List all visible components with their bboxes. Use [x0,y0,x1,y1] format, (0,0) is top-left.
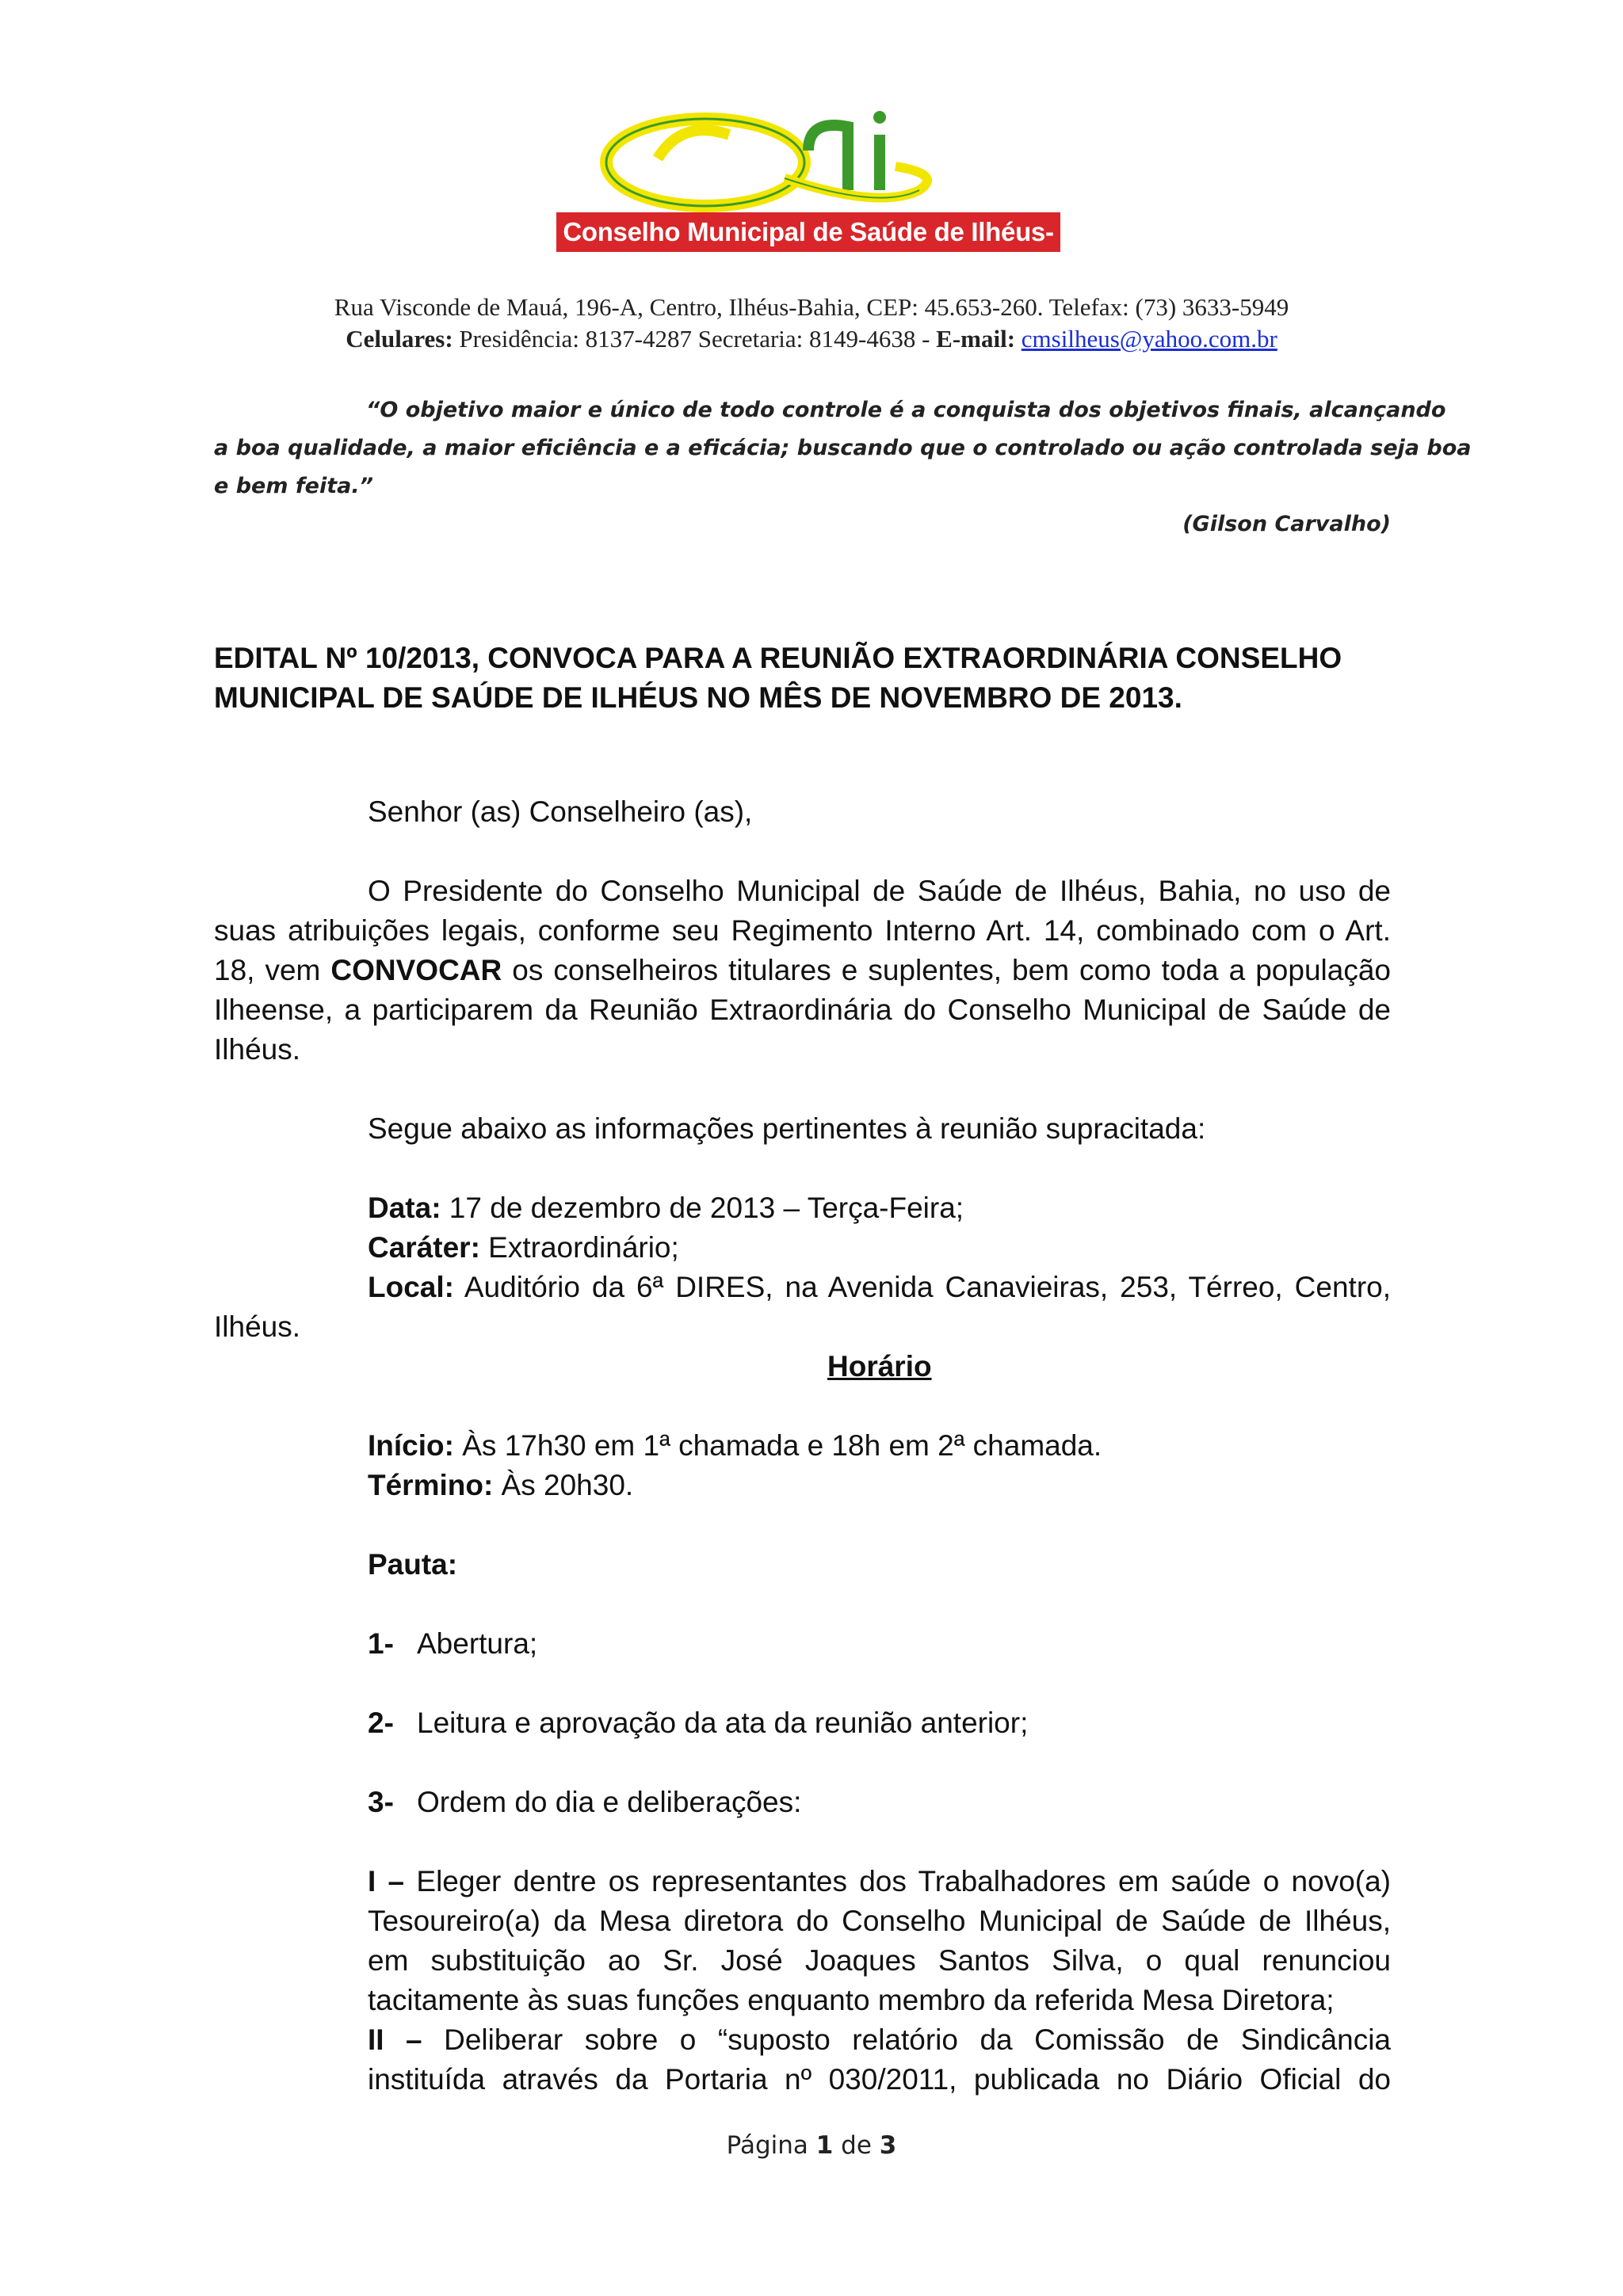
agenda-heading: Pauta: [368,1548,458,1581]
end-value: Às 20h30. [493,1469,634,1501]
meeting-place-cont: Ilhéus. [214,1310,301,1343]
quote-line-3: e bem feita.” [214,474,373,498]
schedule-heading: Horário [827,1350,932,1383]
agenda-item [368,1703,394,1743]
intro-text: os conselheiros titulares e suplentes, bem como toda a população [502,954,1391,986]
council-logo [547,103,1070,286]
subitem-ii-text: Deliberar sobre o “suposto relatório da Comissão de Sindicância [422,2023,1391,2056]
place-value: Auditório da 6ª DIRES, na Avenida Canavieiras, 253, Térreo, Centro, [453,1271,1391,1303]
edital-title-line-2: MUNICIPAL DE SAÚDE DE ILHÉUS NO MÊS DE NOVEMBRO DE 2013. [214,681,1182,714]
page-number-footer [0,2131,1623,2160]
address-line: Rua Visconde de Mauá, 196-A, Centro, Ilhéus-Bahia, CEP: 45.653-260. Telefax: (73) 3633-5949 [334,293,1289,321]
intro-text: 18, vem [214,954,331,986]
page-word: Página [726,2131,816,2160]
start-label: Início: [368,1429,454,1462]
agenda-item-text: Ordem do dia e deliberações: [417,1786,802,1818]
subitem-ii-line-1 [368,2020,1391,2060]
date-label: Data: [368,1192,441,1224]
place-label: Local: [368,1271,454,1303]
schedule-end [368,1466,633,1505]
subitem-i-line-4: tacitamente às suas funções enquanto membro da referida Mesa Diretora; [368,1984,1335,2016]
intro-line-5: Ilhéus. [214,1033,301,1066]
contacts-line [0,323,1623,355]
convocar-emphasis: CONVOCAR [330,954,502,986]
meeting-type [368,1228,679,1268]
agenda-item [368,1624,394,1664]
agenda-item-number: 3- [368,1786,394,1818]
total-pages: 3 [879,2131,897,2160]
type-label: Caráter: [368,1231,480,1264]
email-label: E-mail: [936,325,1016,353]
salutation: Senhor (as) Conselheiro (as), [368,795,753,828]
subitem-i-text: Eleger dentre os representantes dos Trabalhadores em saúde o novo(a) [404,1865,1391,1897]
info-intro: Segue abaixo as informações pertinentes à reunião supracitada: [368,1112,1206,1145]
quote-line-2: a boa qualidade, a maior eficiência e a eficácia; buscando que o controlado ou ação controlada seja boa [214,436,1472,460]
subitem-i-line-1 [368,1862,1391,1901]
quote-author: (Gilson Carvalho) [1182,512,1391,536]
agenda-item-text: Abertura; [417,1627,538,1660]
phones-text: Presidência: 8137-4287 Secretaria: 8149-4638 - [453,325,937,353]
subitem-i-label: I – [368,1865,405,1897]
start-value: Às 17h30 em 1ª chamada e 18h em 2ª chamada. [453,1429,1102,1462]
meeting-date [368,1188,964,1228]
cms-logo-graphic [547,103,1070,214]
intro-line-3 [214,951,1391,990]
subitem-ii-label: II – [368,2023,422,2056]
current-page: 1 [815,2131,834,2160]
meeting-place [368,1268,1391,1307]
quote-line-1: “O objetivo maior e único de todo controle é a conquista dos objetivos finais, alcançando [366,398,1446,422]
agenda-item-number: 1- [368,1627,394,1660]
intro-line-2: suas atribuições legais, conforme seu Regimento Interno Art. 14, combinado com o Art. [214,914,1391,947]
type-value: Extraordinário; [479,1231,679,1264]
agenda-item-number: 2- [368,1707,394,1739]
of-word: de [833,2131,880,2160]
phones-label: Celulares: [346,325,453,353]
edital-title-line-1: EDITAL Nº 10/2013, CONVOCA PARA A REUNIÃO EXTRAORDINÁRIA CONSELHO [214,642,1342,674]
subitem-ii-line-2: instituída através da Portaria nº 030/2011, publicada no Diário Oficial do [368,2063,1391,2096]
email-link[interactable]: cmsilheus@yahoo.com.br [1021,325,1277,353]
subitem-i-line-3: em substituição ao Sr. José Joaques Santos Silva, o qual renunciou [368,1944,1391,1977]
date-value: 17 de dezembro de 2013 – Terça-Feira; [441,1192,964,1224]
schedule-start [368,1426,1102,1466]
agenda-item-text: Leitura e aprovação da ata da reunião anterior; [417,1707,1029,1739]
agenda-item [368,1783,394,1822]
end-label: Término: [368,1469,494,1501]
subitem-i-line-2: Tesoureiro(a) da Mesa diretora do Conselho Municipal de Saúde de Ilhéus, [368,1905,1391,1937]
intro-line-4: Ilheense, a participarem da Reunião Extraordinária do Conselho Municipal de Saúde de [214,994,1391,1026]
logo-banner: Conselho Municipal de Saúde de Ilhéus-Bahia [556,212,1060,252]
intro-line-1: O Presidente do Conselho Municipal de Saúde de Ilhéus, Bahia, no uso de [368,875,1391,907]
